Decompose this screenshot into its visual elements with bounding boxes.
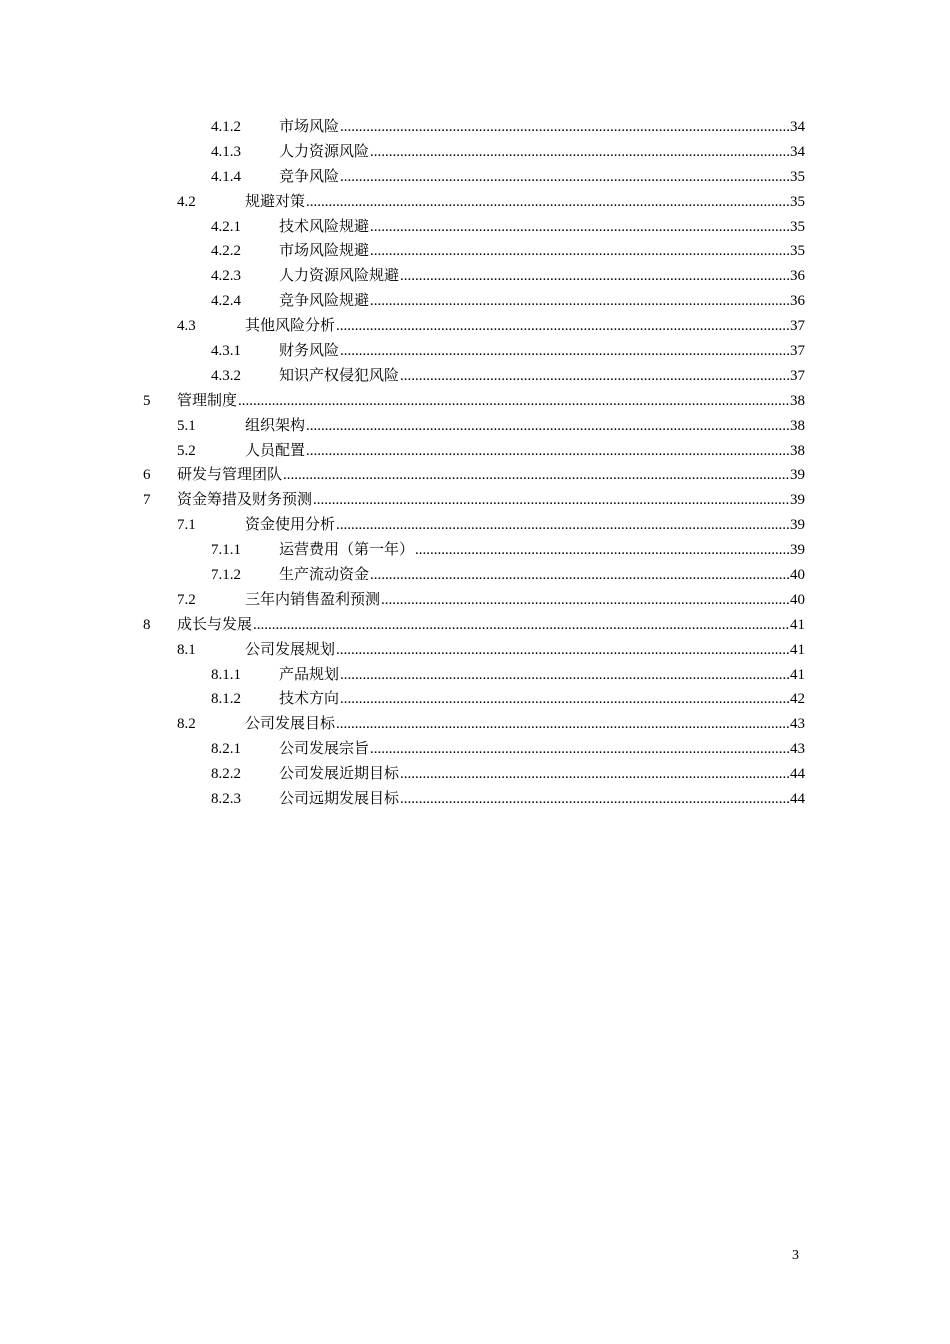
toc-entry[interactable] [0,389,950,414]
toc-entry-number: 8.2.2 [211,766,241,783]
toc-entry-page: 43 [790,716,805,733]
toc-entry-line [279,289,805,314]
toc-entry-page: 36 [790,293,805,310]
toc-entry-page: 40 [790,567,805,584]
toc-entry[interactable] [0,339,950,364]
toc-entry-line [177,389,805,414]
toc-entry-page: 44 [790,766,805,783]
toc-entry[interactable] [0,463,950,488]
toc-entry-line [177,613,805,638]
dot-leader [370,239,789,264]
toc-entry[interactable] [0,165,950,190]
toc-entry-title: 竞争风险 [279,168,340,185]
dot-leader [336,513,789,538]
toc-entry-title: 公司发展近期目标 [279,766,400,783]
toc-entry-page: 34 [790,143,805,160]
dot-leader [340,663,789,688]
toc-entry-line [177,488,805,513]
toc-entry-number: 8 [143,616,151,633]
toc-entry-number: 7 [143,492,151,509]
toc-entry[interactable] [0,264,950,289]
toc-entry-title: 管理制度 [177,392,238,409]
toc-entry-title: 成长与发展 [177,616,253,633]
toc-entry-title: 产品规划 [279,666,340,683]
toc-entry-page: 38 [790,392,805,409]
toc-entry-title: 市场风险规避 [279,243,370,260]
toc-entry-page: 35 [790,168,805,185]
toc-entry-title: 知识产权侵犯风险 [279,367,400,384]
toc-entry-page: 35 [790,193,805,210]
dot-leader [370,215,789,240]
toc-entry-line [245,712,805,737]
toc-entry-number: 4.2.4 [211,293,241,310]
dot-leader [370,289,789,314]
toc-entry-number: 4.3.1 [211,343,241,360]
toc-entry-line [245,190,805,215]
toc-entry-number: 8.2.3 [211,791,241,808]
toc-entry-number: 7.1 [177,517,196,534]
dot-leader [400,364,789,389]
toc-entry-line [279,215,805,240]
toc-entry[interactable] [0,762,950,787]
toc-entry-page: 38 [790,417,805,434]
toc-entry-line [279,563,805,588]
toc-entry-title: 人员配置 [245,442,306,459]
toc-entry-number: 5.2 [177,442,196,459]
toc-entry-title: 规避对策 [245,193,306,210]
toc-entry-title: 公司发展规划 [245,641,336,658]
toc-entry-page: 37 [790,343,805,360]
toc-entry[interactable] [0,488,950,513]
toc-entry-line [279,339,805,364]
toc-entry-title: 生产流动资金 [279,567,370,584]
dot-leader [336,314,789,339]
dot-leader [400,762,789,787]
toc-entry[interactable] [0,239,950,264]
toc-entry-page: 39 [790,467,805,484]
toc-entry-line [279,762,805,787]
dot-leader [400,264,789,289]
dot-leader [340,687,789,712]
toc-entry-number: 7.1.1 [211,542,241,559]
toc-entry-number: 7.1.2 [211,567,241,584]
dot-leader [370,563,789,588]
toc-entry[interactable] [0,140,950,165]
toc-entry-number: 4.2 [177,193,196,210]
toc-entry-line [279,140,805,165]
toc-entry-line [279,264,805,289]
toc-entry-line [245,588,805,613]
toc-entry-line [245,414,805,439]
toc-entry-number: 4.1.2 [211,119,241,135]
toc-entry-number: 8.1.1 [211,666,241,683]
toc-entry[interactable] [0,215,950,240]
toc-entry-title: 人力资源风险 [279,143,370,160]
toc-entry-number: 4.2.3 [211,268,241,285]
toc-entry[interactable] [0,588,950,613]
dot-leader [283,463,789,488]
toc-entry-title: 竞争风险规避 [279,293,370,310]
toc-entry-number: 6 [143,467,151,484]
toc-entry-page: 40 [790,591,805,608]
toc-entry-number: 8.1 [177,641,196,658]
toc-entry-line [245,638,805,663]
toc-entry-page: 35 [790,218,805,235]
toc-entry-number: 4.1.3 [211,143,241,160]
toc-entry-title: 市场风险 [279,119,340,135]
toc-entry-line [279,663,805,688]
toc-entry-number: 4.2.1 [211,218,241,235]
toc-entry-line [279,364,805,389]
toc-entry-page: 39 [790,517,805,534]
dot-leader [370,737,789,762]
dot-leader [340,339,789,364]
toc-entry-title: 公司发展目标 [245,716,336,733]
toc-entry-page: 39 [790,492,805,509]
dot-leader [306,414,789,439]
toc-entry[interactable] [0,737,950,762]
toc-entry-page: 41 [790,641,805,658]
toc-entry-page: 44 [790,791,805,808]
toc-entry-title: 技术方向 [279,691,340,708]
toc-entry[interactable] [0,414,950,439]
toc-entry-title: 公司发展宗旨 [279,741,370,758]
toc-entry-page: 41 [790,616,805,633]
dot-leader [306,190,789,215]
toc-entry-title: 组织架构 [245,417,306,434]
toc-entry-number: 8.2.1 [211,741,241,758]
toc-entry-line [245,439,805,464]
toc-entry-page: 42 [790,691,805,708]
toc-entry[interactable] [0,638,950,663]
toc-entry-line [279,538,805,563]
toc-entry-line [279,737,805,762]
table-of-contents [0,115,950,812]
toc-entry-page: 41 [790,666,805,683]
toc-entry[interactable] [0,289,950,314]
dot-leader [340,115,789,140]
toc-entry-number: 4.2.2 [211,243,241,260]
dot-leader [238,389,789,414]
toc-entry-page: 38 [790,442,805,459]
toc-entry[interactable] [0,687,950,712]
toc-entry-number: 8.2 [177,716,196,733]
toc-entry-title: 资金使用分析 [245,517,336,534]
toc-entry[interactable] [0,663,950,688]
page-number: 3 [792,1248,799,1263]
toc-entry-line [245,314,805,339]
toc-entry-line [279,687,805,712]
dot-leader [400,787,789,812]
toc-entry-line [245,513,805,538]
toc-entry-number: 5.1 [177,417,196,434]
toc-entry-line [279,787,805,812]
toc-entry-page: 36 [790,268,805,285]
dot-leader [381,588,789,613]
dot-leader [415,538,789,563]
toc-entry-title: 人力资源风险规避 [279,268,400,285]
dot-leader [336,712,789,737]
toc-entry-line [279,115,805,140]
toc-entry[interactable] [0,364,950,389]
toc-entry-page: 37 [790,318,805,335]
toc-entry-title: 运营费用（第一年） [279,542,415,559]
toc-entry-number: 5 [143,392,151,409]
toc-entry-number: 4.3 [177,318,196,335]
toc-entry-title: 技术风险规避 [279,218,370,235]
toc-entry-title: 三年内销售盈利预测 [245,591,381,608]
toc-entry-title: 公司远期发展目标 [279,791,400,808]
toc-entry-line [279,239,805,264]
dot-leader [306,439,789,464]
toc-entry-number: 4.3.2 [211,367,241,384]
dot-leader [336,638,789,663]
toc-entry[interactable] [0,190,950,215]
dot-leader [340,165,789,190]
toc-entry-page: 34 [790,119,805,135]
toc-entry[interactable] [0,513,950,538]
toc-entry-line [279,165,805,190]
toc-entry-page: 39 [790,542,805,559]
toc-entry-number: 7.2 [177,591,196,608]
toc-entry[interactable] [0,712,950,737]
toc-entry-page: 37 [790,367,805,384]
toc-entry[interactable] [0,538,950,563]
toc-entry-page: 43 [790,741,805,758]
toc-entry-title: 资金筹措及财务预测 [177,492,313,509]
toc-entry[interactable] [0,787,950,812]
toc-entry[interactable] [0,314,950,339]
toc-entry-title: 其他风险分析 [245,318,336,335]
toc-entry-line [177,463,805,488]
dot-leader [313,488,789,513]
toc-entry-number: 8.1.2 [211,691,241,708]
toc-entry[interactable] [0,613,950,638]
toc-entry-page: 35 [790,243,805,260]
toc-entry[interactable] [0,439,950,464]
toc-entry[interactable] [0,115,950,140]
toc-entry-title: 财务风险 [279,343,340,360]
toc-entry-number: 4.1.4 [211,168,241,185]
toc-entry[interactable] [0,563,950,588]
toc-entry-title: 研发与管理团队 [177,467,283,484]
dot-leader [370,140,789,165]
dot-leader [253,613,789,638]
